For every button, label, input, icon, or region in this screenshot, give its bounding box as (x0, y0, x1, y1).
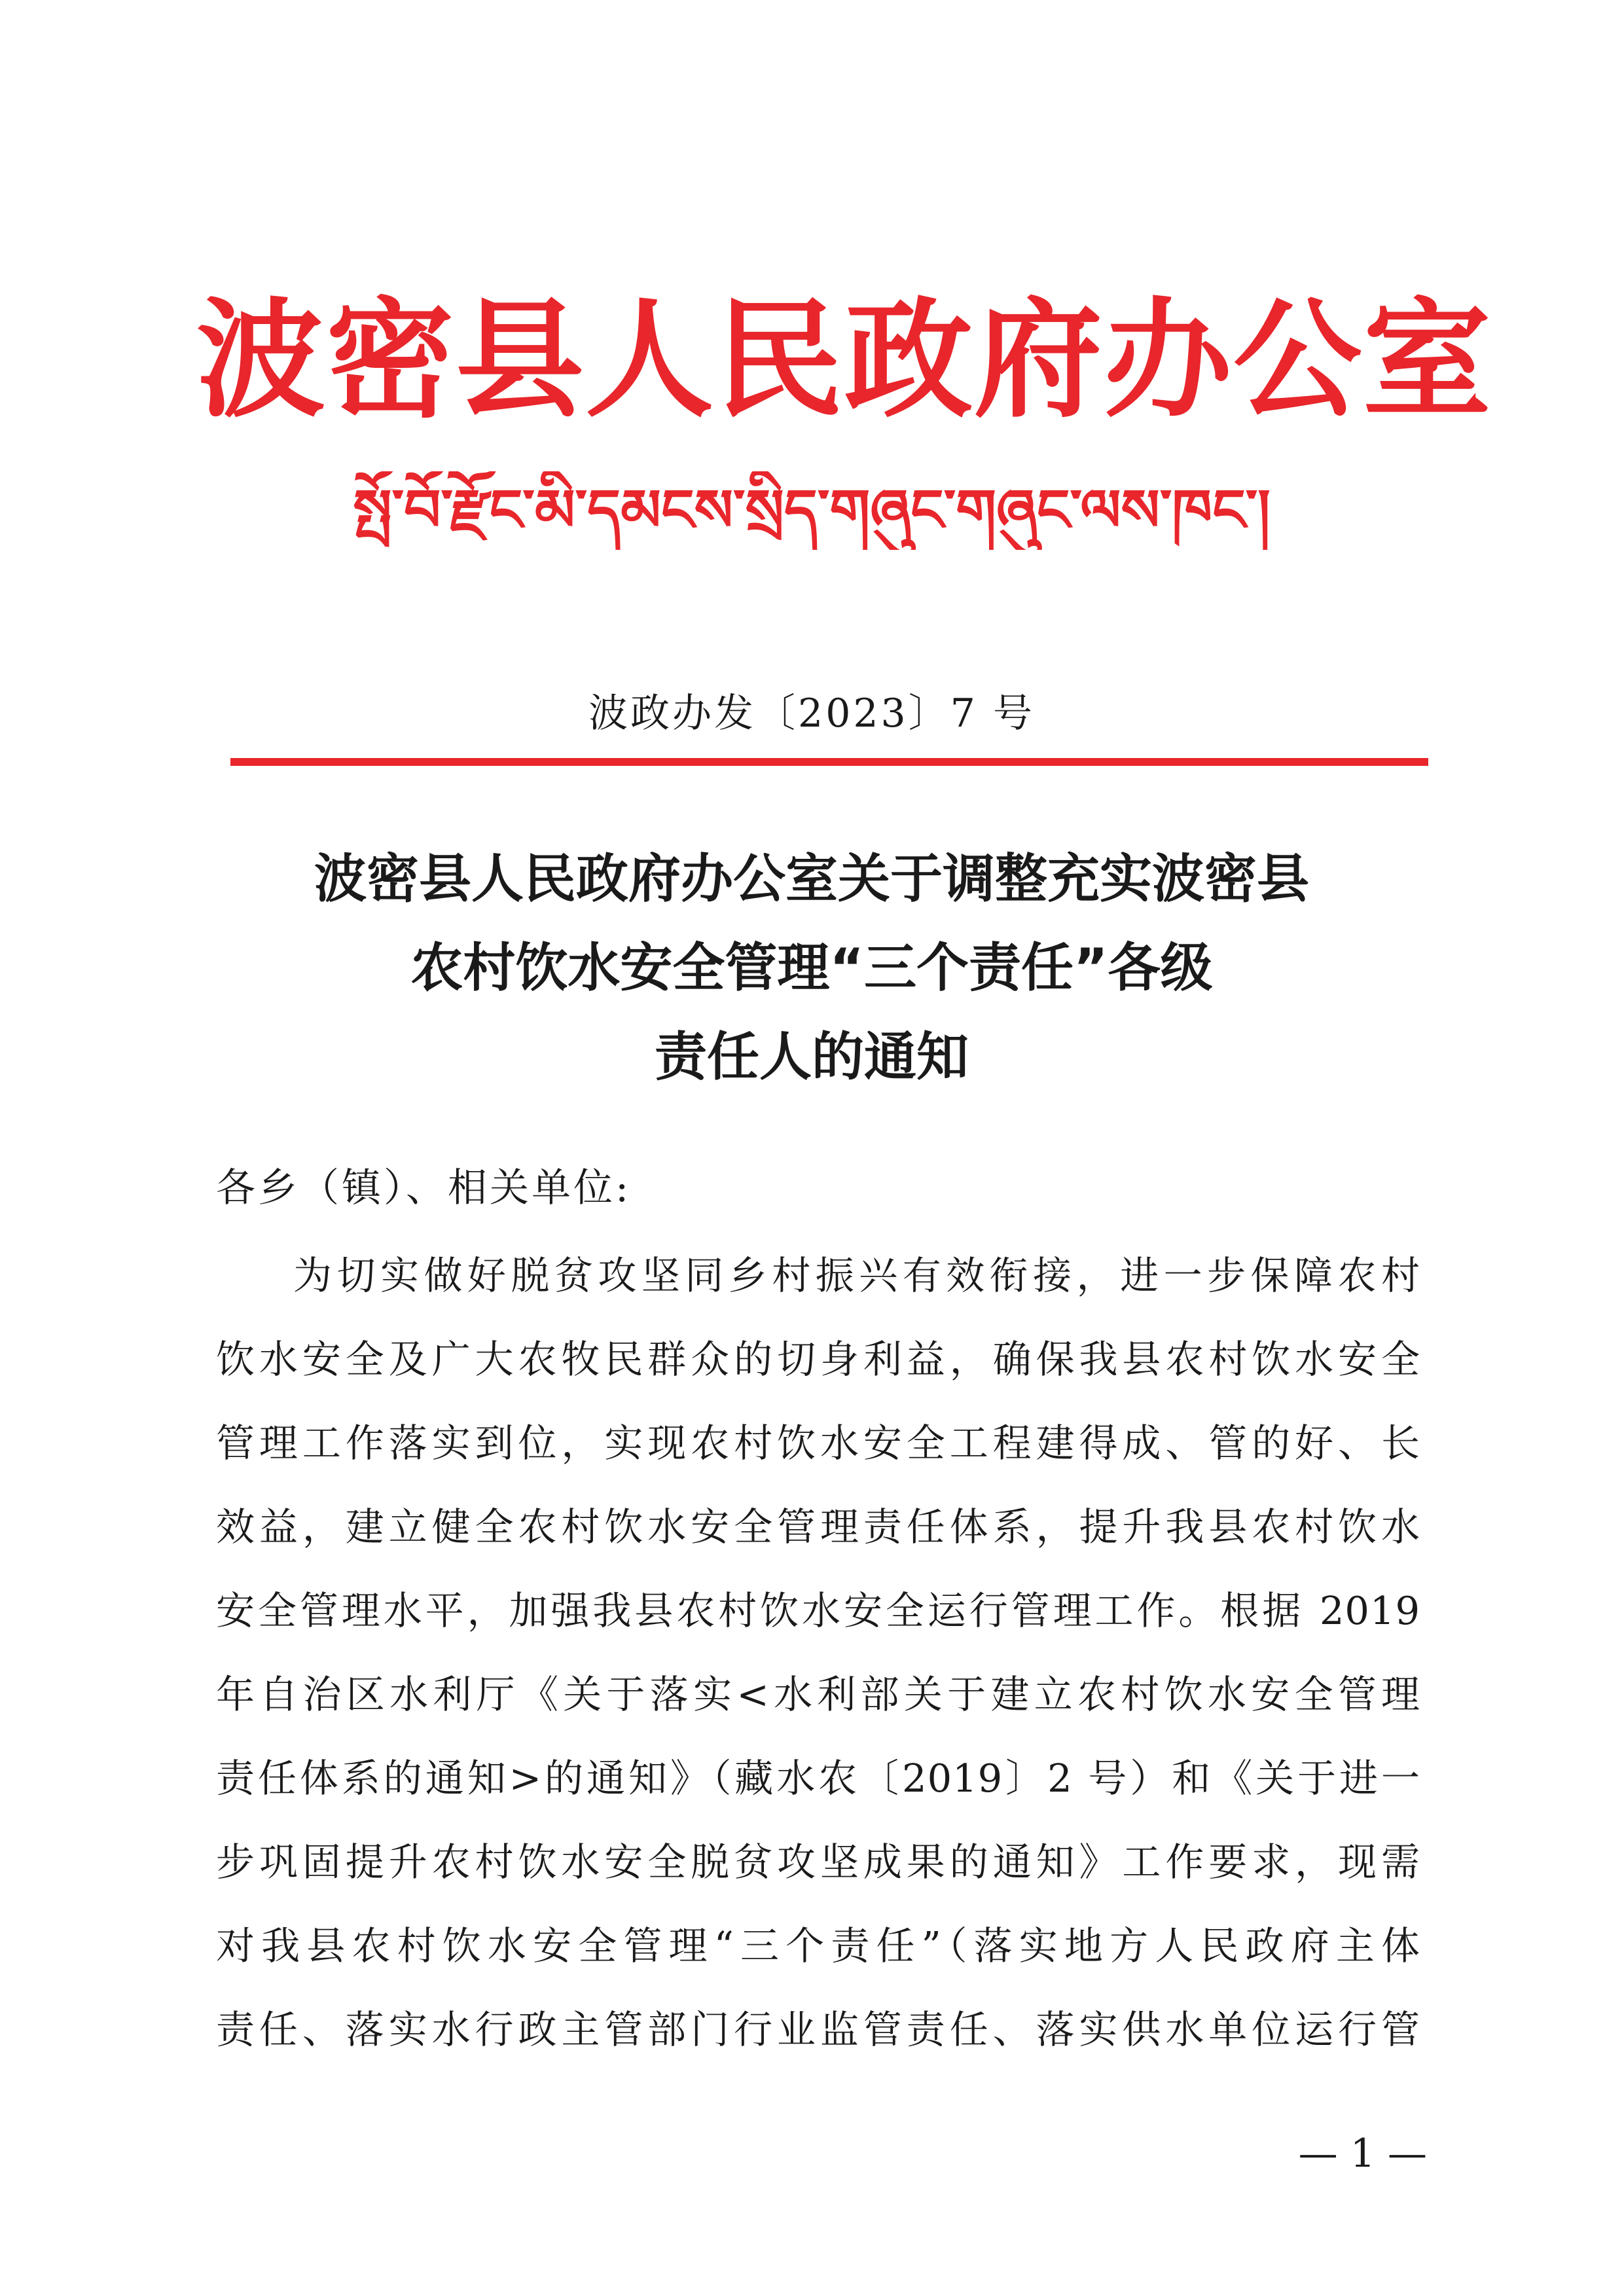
body-text (216, 1234, 1420, 2072)
notice-title-line: 波密县人民政府办公室关于调整充实波密县 (314, 848, 1309, 909)
issuing-authority-tibetan-title: སྤོ་བོ་རྫོང་མི་དམངས་སྲིད་གཞུང་གཞུང་ལས་ཁང་། (353, 477, 1271, 544)
body-line: 年自治区水利厅《关于落实<水利部关于建立农村饮水安全管理 (216, 1672, 1420, 1717)
notice-title-line: 农村饮水安全管理“三个责任”各级 (410, 937, 1213, 998)
body-line: 步巩固提升农村饮水安全脱贫攻坚成果的通知》工作要求，现需 (216, 1839, 1420, 1885)
red-divider-line (230, 758, 1428, 766)
notice-title-line: 责任人的通知 (655, 1026, 969, 1087)
document-number: 波政办发〔2023〕7 号 (588, 691, 1035, 736)
body-line: 责任、落实水行政主管部门行业监管责任、落实供水单位运行管 (216, 2007, 1420, 2052)
body-line: 饮水安全及广大农牧民群众的切身利益，确保我县农村饮水安全 (216, 1337, 1420, 1382)
issuing-authority-title: 波密县人民政府办公室 (196, 285, 1493, 435)
notice-title (196, 835, 1427, 1102)
body-line: 管理工作落实到位，实现农村饮水安全工程建得成、管的好、长 (216, 1420, 1420, 1466)
body-line: 对我县农村饮水安全管理“三个责任”（落实地方人民政府主体 (216, 1923, 1420, 1968)
addressee: 各乡（镇）、相关单位: (216, 1165, 632, 1211)
body-line: 效益，建立健全农村饮水安全管理责任体系，提升我县农村饮水 (216, 1504, 1420, 1549)
body-line: 安全管理水平，加强我县农村饮水安全运行管理工作。根据 2019 (216, 1588, 1420, 1633)
body-line: 责任体系的通知>的通知》（藏水农〔2019〕2 号）和《关于进一 (216, 1756, 1420, 1801)
body-line: 为切实做好脱贫攻坚同乡村振兴有效衔接，进一步保障农村 (293, 1253, 1420, 1298)
page-number: — 1 — (1298, 2131, 1427, 2177)
